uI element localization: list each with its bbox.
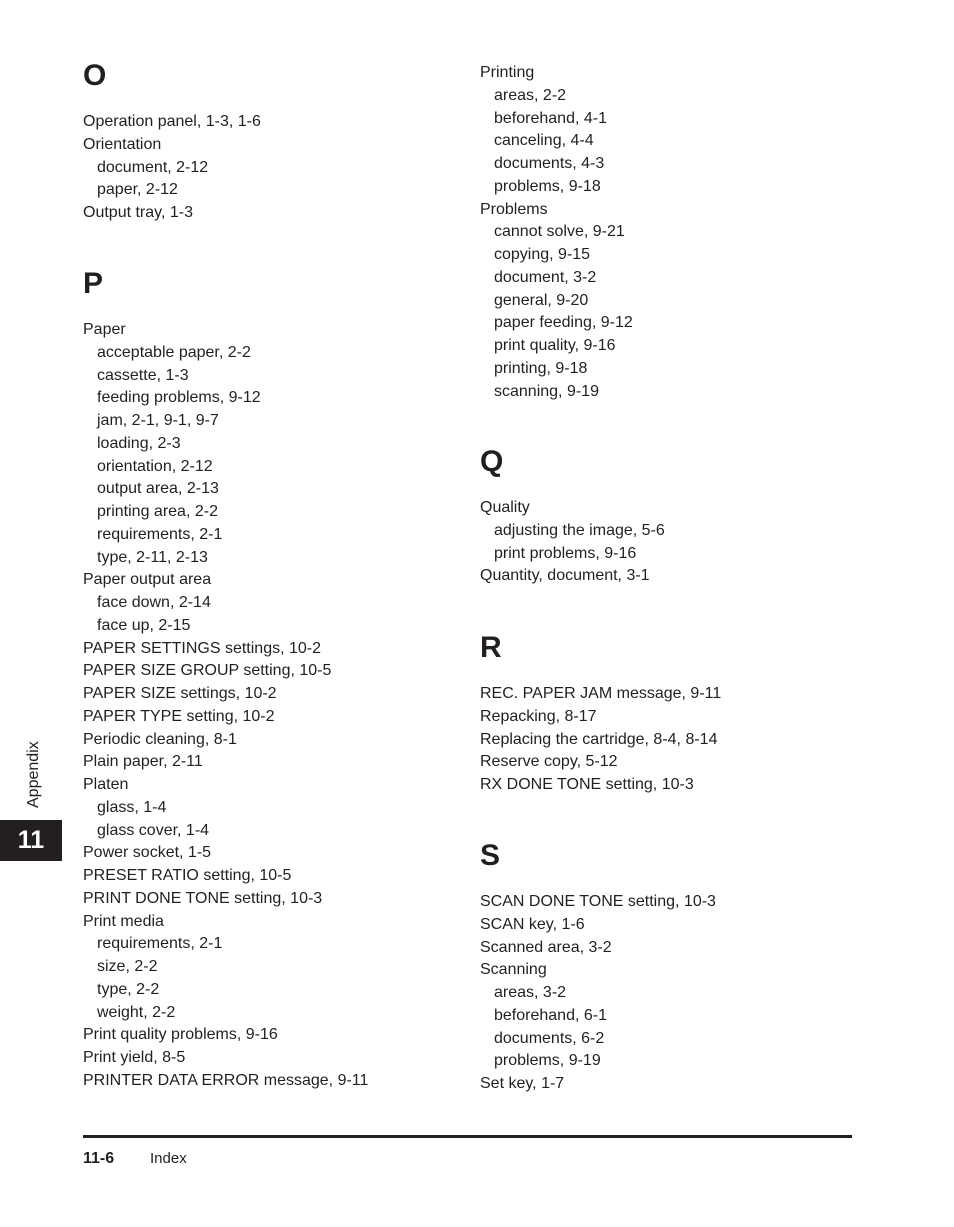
index-subentry: loading, 2-3 [97,434,181,452]
index-subentry: output area, 2-13 [97,480,219,498]
index-subentry: canceling, 4-4 [494,132,594,150]
index-entry: Printing [480,64,535,81]
index-subentry: acceptable paper, 2-2 [97,343,251,361]
index-subentry: paper, 2-12 [97,181,178,199]
index-entry: Print quality problems, 9-16 [83,1026,278,1044]
footer-title: Index [150,1150,187,1167]
index-subentry: beforehand, 6-1 [494,1006,607,1024]
index-subentry: adjusting the image, 5-6 [494,521,665,539]
index-subentry: print quality, 9-16 [494,337,616,354]
index-subentry: weight, 2-2 [97,1003,176,1021]
index-section-p [83,266,463,1093]
index-entry: Repacking, 8-17 [480,707,597,725]
index-subentry: orientation, 2-12 [97,457,213,475]
index-subentry: beforehand, 4-1 [494,109,607,127]
section-letter: S [480,839,501,872]
index-entry: Scanning [480,961,547,979]
index-entry: PAPER SETTINGS settings, 10-2 [83,639,322,657]
index-entry: Scanned area, 3-2 [480,938,612,956]
index-entry: Plain paper, 2-11 [83,753,203,771]
index-subentry: face up, 2-15 [97,616,191,634]
index-entry: PRINTER DATA ERROR message, 9-11 [83,1071,369,1089]
index-entry: Periodic cleaning, 8-1 [83,730,237,748]
index-entry: Orientation [83,135,162,153]
entry-list [480,62,860,403]
index-subentry: face down, 2-14 [97,594,211,611]
index-subentry: type, 2-11, 2-13 [97,548,208,566]
index-subentry: scanning, 9-19 [494,382,599,400]
index-entry: SCAN DONE TONE setting, 10-3 [480,893,716,910]
appendix-side-label: Appendix [25,741,42,808]
index-subentry: copying, 9-15 [494,246,591,263]
index-subentry: problems, 9-19 [494,1052,601,1070]
index-subentry: document, 2-12 [97,158,209,176]
index-subentry: type, 2-2 [97,980,160,998]
section-letter: O [83,59,107,92]
index-entry: Replacing the cartridge, 8-4, 8-14 [480,730,718,748]
index-entry: REC. PAPER JAM message, 9-11 [480,685,722,702]
index-entry: Quality [480,499,530,516]
index-section-o [83,58,463,225]
index-entry: Power socket, 1-5 [83,844,212,862]
page-number: 11-6 [83,1150,115,1167]
footer-rule [83,1135,852,1138]
index-entry: Print media [83,912,164,930]
entry-list [83,319,463,1093]
index-entry: SCAN key, 1-6 [480,915,585,933]
index-subentry: document, 3-2 [494,268,597,286]
index-entry: Output tray, 1-3 [83,204,193,221]
index-subentry: jam, 2-1, 9-1, 9-7 [97,412,219,429]
index-subentry: glass cover, 1-4 [97,821,210,839]
index-subentry: areas, 3-2 [494,984,567,1001]
index-entry: Operation panel, 1-3, 1-6 [83,113,261,130]
index-subentry: feeding problems, 9-12 [97,389,261,407]
index-subentry: cassette, 1-3 [97,366,189,384]
index-entry: Set key, 1-7 [480,1075,565,1092]
index-entry: Reserve copy, 5-12 [480,753,618,771]
index-entry: Problems [480,200,548,218]
entry-list [83,111,463,225]
index-entry: PAPER SIZE GROUP setting, 10-5 [83,662,332,680]
index-subentry: printing area, 2-2 [97,503,218,520]
entry-list [480,891,860,1096]
index-subentry: cannot solve, 9-21 [494,223,625,241]
index-entry: PRINT DONE TONE setting, 10-3 [83,889,323,907]
index-entry: PAPER SIZE settings, 10-2 [83,685,277,702]
index-entry: PAPER TYPE setting, 10-2 [83,707,275,725]
index-entry: Paper [83,321,126,338]
index-subentry: documents, 6-2 [494,1029,605,1047]
entry-list [480,497,860,588]
section-letter: R [480,631,502,664]
index-section-q [480,444,860,588]
index-subentry: printing, 9-18 [494,359,588,377]
index-entry: PRESET RATIO setting, 10-5 [83,867,292,884]
index-subentry: size, 2-2 [97,958,158,975]
index-subentry: requirements, 2-1 [97,935,223,953]
index-entry: Paper output area [83,571,212,589]
index-subentry: general, 9-20 [494,291,589,309]
chapter-tab: 11 [0,820,62,861]
index-entry: Print yield, 8-5 [83,1049,186,1066]
index-entry: RX DONE TONE setting, 10-3 [480,776,694,793]
index-subentry: glass, 1-4 [97,798,167,816]
index-entry: Quantity, document, 3-1 [480,567,650,585]
index-subentry: requirements, 2-1 [97,525,223,543]
index-section-continued [480,62,860,403]
index-subentry: problems, 9-18 [494,177,601,195]
index-subentry: paper feeding, 9-12 [494,314,633,332]
entry-list [480,683,860,797]
section-letter: P [83,267,104,300]
index-entry: Platen [83,776,129,793]
index-section-r [480,630,860,797]
index-subentry: print problems, 9-16 [494,544,637,562]
section-letter: Q [480,445,504,478]
index-section-s [480,838,860,1096]
index-subentry: areas, 2-2 [494,86,567,104]
index-subentry: documents, 4-3 [494,155,605,172]
